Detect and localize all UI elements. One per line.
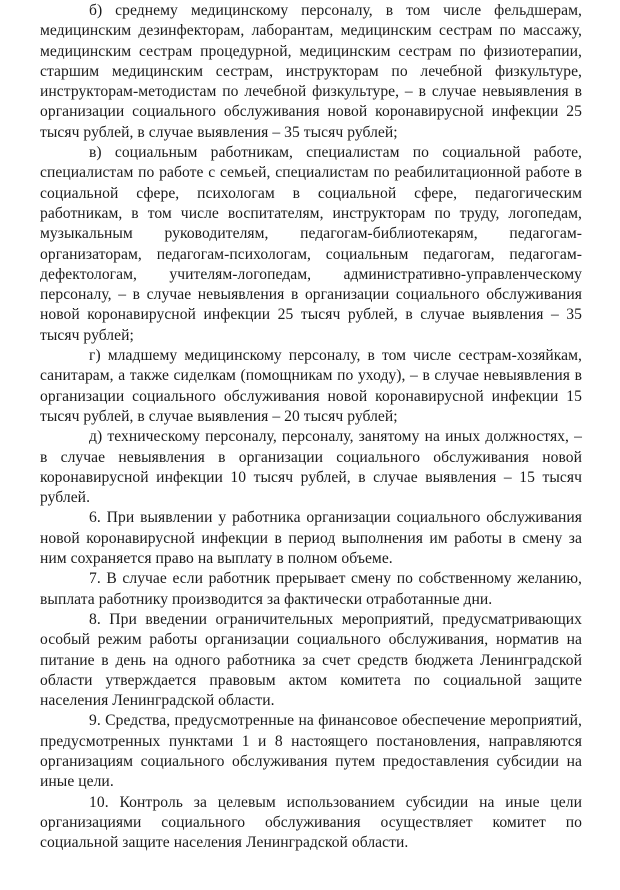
paragraph-g: г) младшему медицинскому персоналу, в том числе сестрам-хозяйкам, санитарам, а также сиделкам (помощникам по уходу), – в случае невыявления в организации социального обслуживания новой коронавирусной инфекции 15 тысяч рублей, в случае выявления – 20 тысяч рублей; [40, 347, 582, 425]
paragraph-d: д) техническому персоналу, персоналу, занятому на иных должностях, – в случае невыявления в организации социального обслуживания новой коронавирусной инфекции 10 тысяч рублей, в случае выявления – 15 тысяч рублей. [40, 428, 582, 507]
paragraph-10: 10. Контроль за целевым использованием субсидии на иные цели организациями социального обслуживания осуществляет комитет по социальной защите населения Ленинградской области. [40, 793, 582, 852]
paragraph-9: 9. Средства, предусмотренные на финансовое обеспечение мероприятий, предусмотренных пунктами 1 и 8 настоящего постановления, направляются организациям социального обслуживания путем предоставления субсидии на иные цели. [40, 712, 582, 791]
document-page [40, 0, 582, 853]
paragraph-6: 6. При выявлении у работника организации социального обслуживания новой коронавирусной инфекции в период выполнения им работы в смену за ним сохраняется право на выплату в полном объеме. [40, 509, 582, 568]
paragraph-8: 8. При введении ограничительных мероприятий, предусматривающих особый режим работы организации социального обслуживания, норматив на питание в день на одного работника за счет средств бюджета Ленинградской области утверждается правовым актом комитета по социальной защите населения Ленинградской области. [40, 610, 582, 710]
paragraph-b: б) среднему медицинскому персоналу, в том числе фельдшерам, медицинским дезинфекторам, лаборантам, медицинским сестрам по массажу, медицинским сестрам процедурной, медицинским сестрам по физиотерапии, старшим медицинским сестрам, инструкторам по лечебной физкультуре, инструкторам-методистам по лечебной физкультуре, – в случае невыявления в организации социального обслуживания новой коронавирусной инфекции 25 тысяч рублей, в случае выявления – 35 тысяч рублей; [40, 2, 582, 141]
paragraph-v: в) социальным работникам, специалистам по социальной работе, специалистам по работе с семьей, специалистам по реабилитационной работе в социальной сфере, психологам в социальной сфере, педагогическим работникам, в том числе воспитателям, инструкторам по труду, логопедам, музыкальным руководителям, педагогам-библиотекарям, педагогам-организаторам, педагогам-психологам, социальным педагогам, педагогам-дефектологам, учителям-логопедам, административно-управленческому персоналу, – в случае невыявления в организации социального обслуживания новой коронавирусной инфекции 25 тысяч рублей, в случае выявления – 35 тысяч рублей; [40, 144, 582, 344]
paragraph-7: 7. В случае если работник прерывает смену по собственному желанию, выплата работнику производится за фактически отработанные дни. [40, 570, 582, 608]
